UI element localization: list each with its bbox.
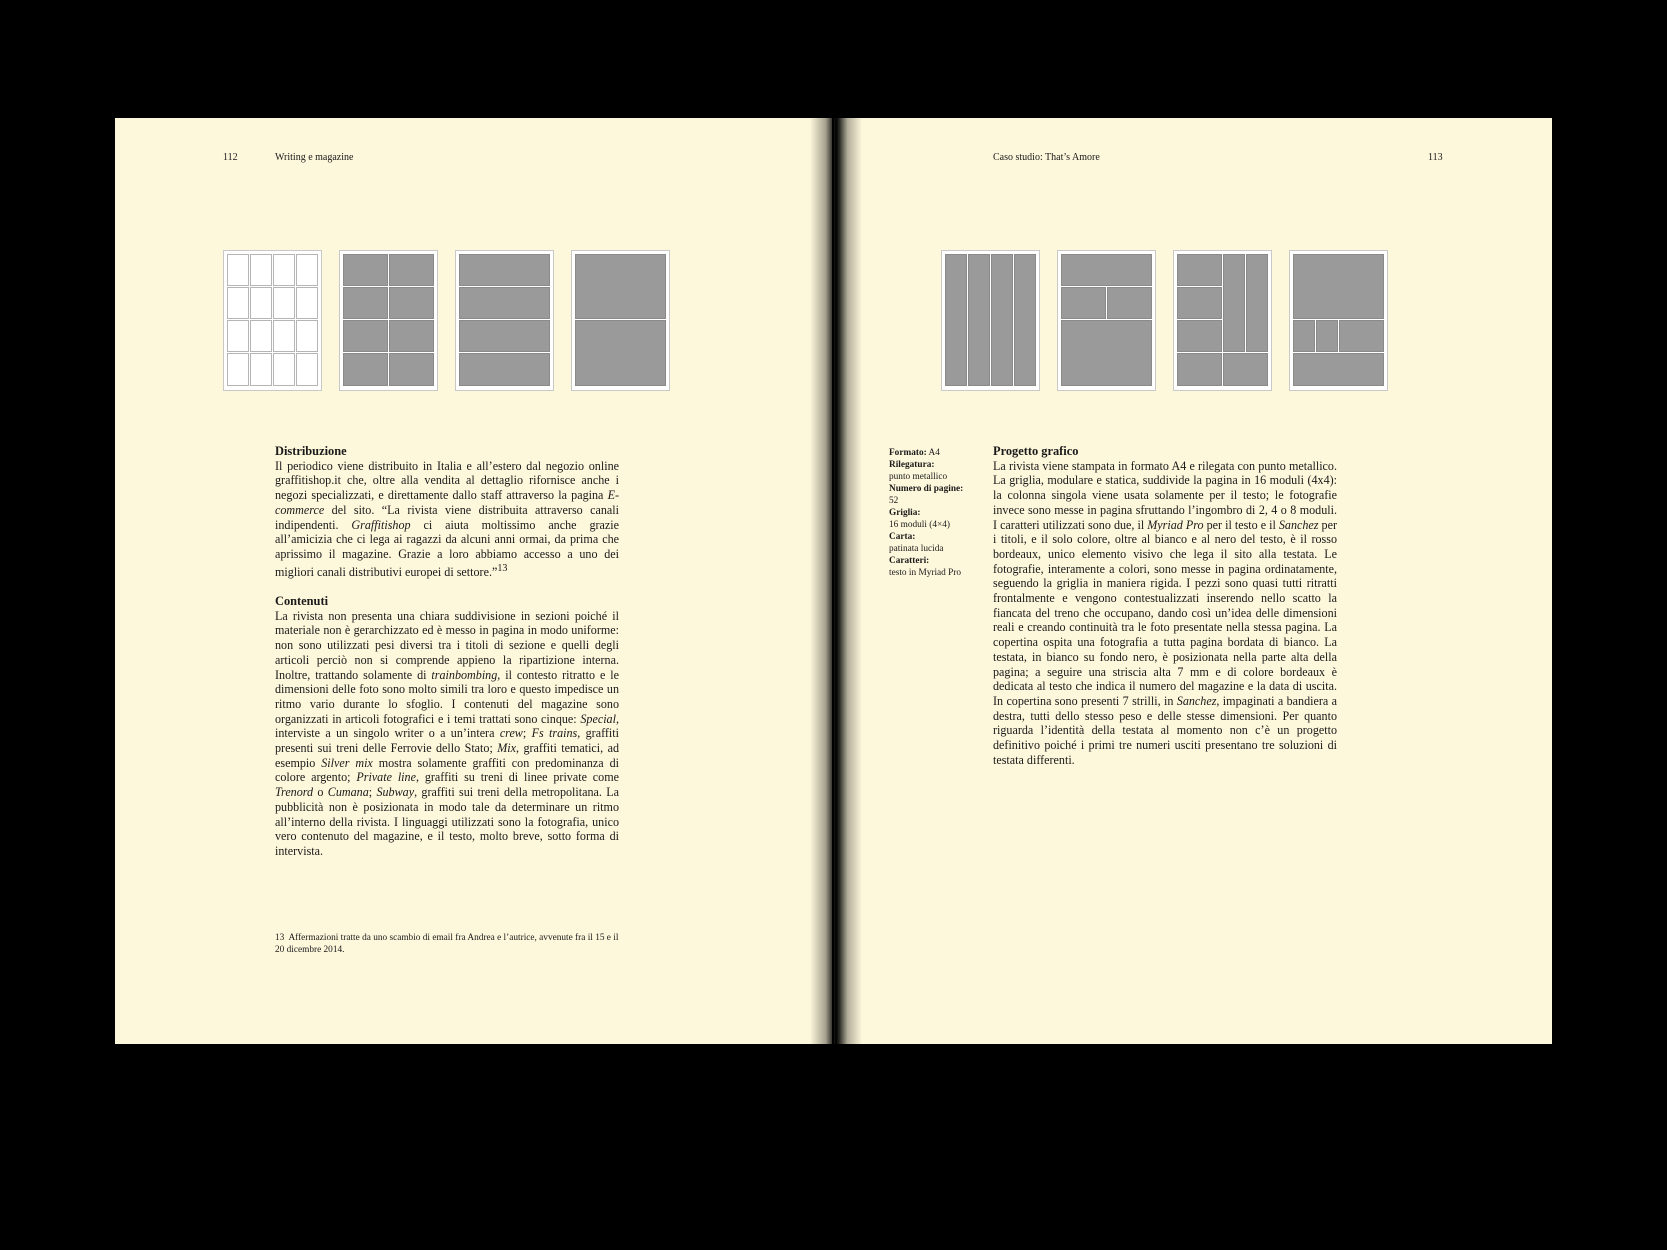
section-text-progetto-grafico: La rivista viene stampata in formato A4 e rilegata con punto metallico. La griglia, modulare e statica, suddivide la pagina in 16 moduli (4x4): la colonna singola viene usata solamente per il testo; le fotografie invece sono messe in pagina sfruttando l’ingombro di 2, 4 o 8 moduli. I caratteri utilizzati sono due, il Myriad Pro per il testo e il Sanchez per i titoli, e il solo colore, oltre al bianco e al nero del testo, è il rosso bordeaux, unico elemento visivo che lega il sito alla testata. Le fotografie, interamente a colori, sono messe in pagina ordinatamente, seguendo la griglia in maniera rigida. I pezzi sono quasi tutti ritratti frontalmente e vengono contestualizzati inserendo nello scatto la fiancata del treno che occupano, dando così un’idea delle dimensioni reali e creando continuità tra le foto presentate nella stessa pagina. La copertina ospita una fotografia a tutta pagina bordata di bianco. La testata, in bianco su fondo nero, è posizionata nella parte alta della pagina; a seguire una striscia alta 7 mm e di colore bordeaux è dedicata al testo che indica il numero del magazine e la data di uscita. In copertina sono presenti 7 strilli, in Sanchez, impaginati a bandiera a destra, tutti dello stesso peso e delle stesse dimensioni. Per quanto riguarda l’identità della testata al momento non c’è un progetto definitivo poiché i primi tre numeri usciti presentano tre soluzioni di testata differenti. [993, 458, 1337, 767]
grid-thumbnail-2-modules [339, 250, 438, 391]
image-block [991, 254, 1013, 386]
spec-value: 52 [889, 496, 899, 506]
grid-module [273, 287, 295, 319]
book-gutter-shadow [810, 118, 862, 1044]
spec-label: Formato: [889, 448, 927, 458]
spec-formato [889, 447, 985, 459]
main-text-column [275, 444, 619, 859]
image-block [1061, 287, 1106, 319]
image-block [389, 320, 434, 352]
grid-module [227, 320, 249, 352]
footnote-text: Affermazioni tratte da uno scambio di email fra Andrea e l’autrice, avvenute fra il 15 e il 20 dicembre 2014. [275, 933, 619, 955]
grid-module [250, 254, 272, 286]
grid-module [250, 320, 272, 352]
image-block [1293, 320, 1315, 352]
footnote [275, 933, 619, 956]
grid-module [250, 287, 272, 319]
left-page [115, 118, 832, 1044]
spec-label: Caratteri: [889, 556, 930, 566]
grid-module [227, 287, 249, 319]
image-block [459, 254, 550, 286]
section-text-contenuti: La rivista non presenta una chiara suddivisione in sezioni poiché il materiale non è gerarchizzato ed è messo in pagina in modo uniforme: non sono utilizzati pesi diversi tra i titoli di sezione e quelli degli articoli perciò non si comprende appieno la ripartizione interna. Inoltre, trattando solamente di trainbombing, il contesto ritratto e le dimensioni delle foto sono molto simili tra loro e questo impedisce un ritmo vario durante lo sfoglio. I contenuti del magazine sono organizzati in articoli fotografici e i temi trattati sono cinque: Special, interviste a un singolo writer o a un’intera crew; Fs trains, graffiti presenti sui treni delle Ferrovie dello Stato; Mix, graffiti tematici, ad esempio Silver mix mostra solamente graffiti con predominanza di colore argento; Private line, graffiti su treni di linee private come Trenord o Cumana; Subway, graffiti sui treni della metropolitana. La pubblicità non è posizionata in modo tale da determinare un ritmo all’interno della rivista. I linguaggi utilizzati sono la fotografia, unico vero contenuto del magazine, e il testo, molto breve, sotto forma di intervista. [275, 608, 620, 858]
main-text-column [993, 444, 1337, 767]
grid-module [250, 353, 272, 386]
spec-value: patinata lucida [889, 544, 944, 554]
grid-thumbnail-4-modules [455, 250, 554, 391]
section-text-distribuzione: Il periodico viene distribuito in Italia e all’estero dal negozio online graffitishop.it che, oltre alla vendita al dettaglio rifornisce anche i negozi specializzati, e direttamente dallo staff attraverso la pagina E-commerce del sito. “La rivista viene distribuita attraverso canali indipendenti. Graffitishop ci aiuta moltissimo anche grazie all’amicizia che ci lega ai ragazzi da alcuni anni ormai, da prima che aprissimo il magazine. Grazie a loro abbiamo accesso a uno dei migliori canali distributivi europei di settore.”$^{13}$ [275, 458, 619, 579]
right-page [834, 118, 1552, 1044]
image-block [1293, 254, 1384, 319]
grid-module [273, 353, 295, 386]
image-block [1177, 320, 1222, 352]
image-block [389, 287, 434, 319]
grid-module [273, 254, 295, 286]
image-block [343, 254, 388, 286]
spec-label: Carta: [889, 532, 916, 542]
grid-thumbnail-empty-16-modules [223, 250, 322, 391]
image-block [343, 353, 388, 386]
section-title-contenuti: Contenuti [275, 594, 329, 609]
image-block [459, 353, 550, 386]
image-block [1107, 287, 1152, 319]
spec-value: 16 moduli (4×4) [889, 520, 951, 530]
section-title-distribuzione: Distribuzione [275, 444, 347, 458]
image-block [1177, 254, 1222, 286]
image-block [1316, 320, 1338, 352]
image-block [1177, 353, 1222, 386]
grid-module [296, 353, 318, 386]
spec-value: A4 [928, 448, 940, 458]
image-block [389, 254, 434, 286]
grid-module [273, 320, 295, 352]
grid-thumbnail-columns [941, 250, 1040, 391]
image-block [1177, 287, 1222, 319]
running-title: Caso studio: That’s Amore [993, 152, 1100, 163]
grid-thumbnail-mixed-layout-1 [1057, 250, 1156, 391]
image-block [1246, 254, 1268, 352]
image-block [575, 320, 666, 386]
section-title-progetto-grafico: Progetto grafico [993, 444, 1079, 458]
page-number: 113 [1428, 152, 1443, 163]
image-block [1223, 353, 1268, 386]
image-block [1014, 254, 1036, 386]
image-block [1061, 254, 1152, 286]
running-title: Writing e magazine [275, 152, 354, 163]
grid-module [296, 320, 318, 352]
image-block [343, 320, 388, 352]
footnote-number: 13 [275, 933, 285, 943]
page-number: 112 [223, 152, 238, 163]
image-block [1293, 353, 1384, 386]
grid-thumbnail-8-modules [571, 250, 670, 391]
image-block [1061, 320, 1152, 386]
grid-module [296, 287, 318, 319]
grid-module [296, 254, 318, 286]
grid-thumbnail-mixed-layout-3 [1289, 250, 1388, 391]
image-block [459, 320, 550, 352]
grid-thumbnail-mixed-layout-2 [1173, 250, 1272, 391]
spec-label: Rilegatura: [889, 460, 935, 470]
image-block [1223, 254, 1245, 352]
grid-module [227, 353, 249, 386]
image-block [968, 254, 990, 386]
image-block [389, 353, 434, 386]
image-block [343, 287, 388, 319]
spec-label: Numero di pagine: [889, 484, 964, 494]
spec-label: Griglia: [889, 508, 921, 518]
spec-value: punto metallico [889, 472, 948, 482]
image-block [945, 254, 967, 386]
image-block [1339, 320, 1384, 352]
image-block [575, 254, 666, 319]
specs-sidebar [889, 447, 985, 579]
spec-value: testo in Myriad Pro [889, 568, 962, 578]
image-block [459, 287, 550, 319]
grid-module [227, 254, 249, 286]
